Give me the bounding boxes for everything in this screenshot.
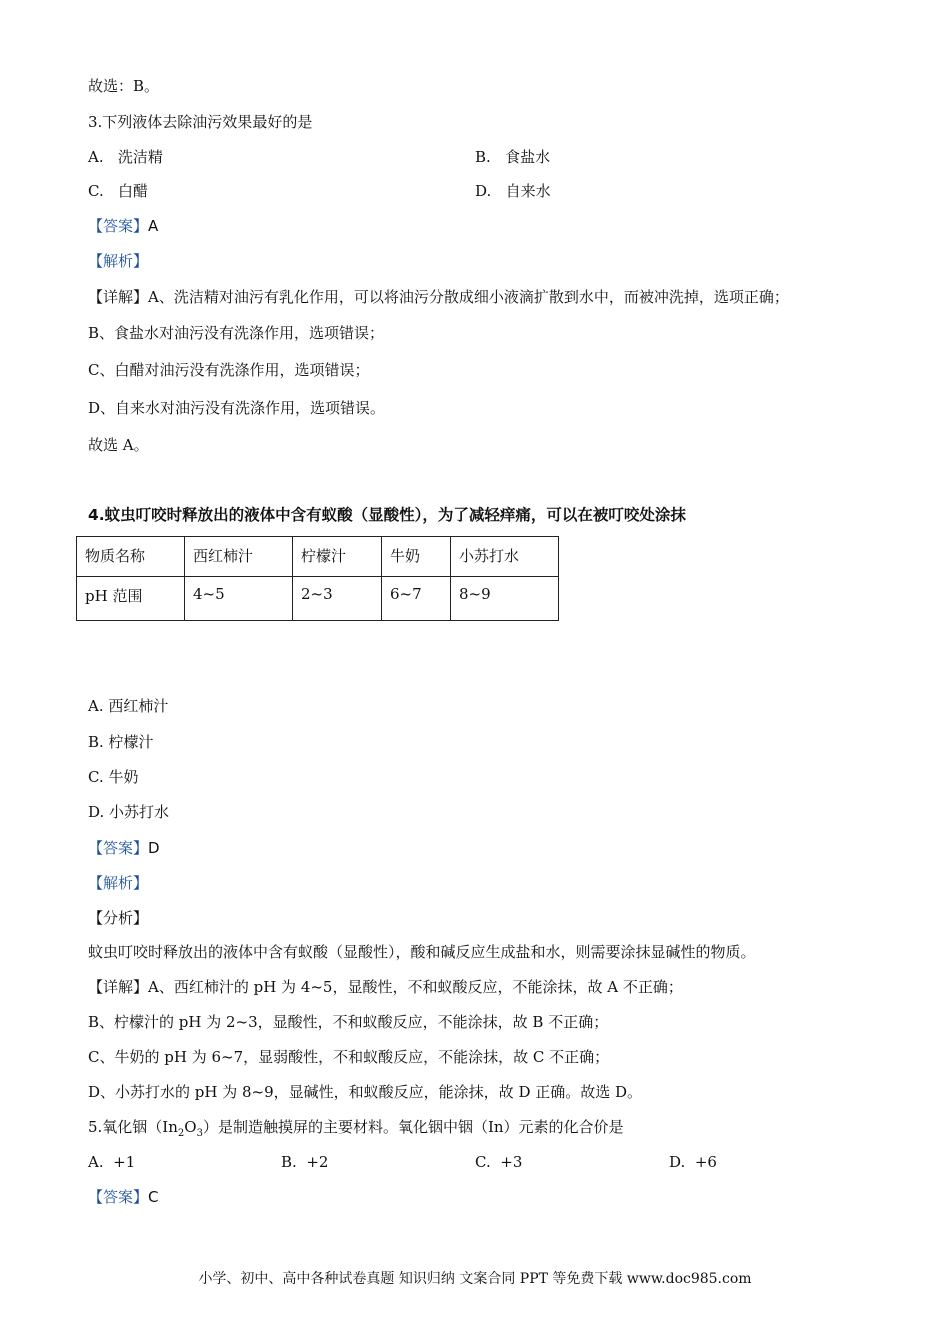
table-cell: 柠檬汁 — [293, 537, 382, 577]
q4-detail-line: D、小苏打水的 pH 为 8~9，显碱性，和蚁酸反应，能涂抹，故 D 正确。故选 D。 — [88, 1083, 643, 1101]
q5-option-c — [475, 1152, 522, 1172]
table-cell: 2~3 — [293, 577, 382, 621]
table-cell: 西红柿汁 — [185, 537, 293, 577]
option-letter: D. — [475, 182, 492, 200]
option-text: 白醋 — [118, 182, 149, 200]
q3-option-a — [88, 147, 163, 167]
answer-value: D — [148, 839, 160, 857]
q5-option-a — [88, 1152, 135, 1172]
q5-answer — [88, 1187, 159, 1207]
option-letter: C. — [475, 1153, 491, 1171]
table-cell: 4~5 — [185, 577, 293, 621]
q4-option-b: B. 柠檬汁 — [88, 733, 154, 751]
option-letter: A. — [88, 1153, 104, 1171]
q3-option-d — [475, 181, 551, 201]
table-cell: 牛奶 — [382, 537, 451, 577]
answer-tag: 【答案】 — [88, 839, 149, 857]
q5-option-d — [669, 1152, 717, 1172]
ph-table-row — [77, 577, 559, 621]
q3-detail-line: 【详解】A、洗洁精对油污有乳化作用，可以将油污分散成细小液滴扩散到水中，而被冲洗掉，选项正确； — [88, 288, 789, 306]
ph-table — [76, 536, 559, 621]
option-text: 自来水 — [505, 182, 551, 200]
q3-detail-line: D、自来水对油污没有洗涤作用，选项错误。 — [88, 399, 386, 417]
q5-option-b — [281, 1152, 328, 1172]
option-text: 食盐水 — [505, 148, 551, 166]
stem-part: O — [184, 1118, 197, 1136]
q4-detail-line: B、柠檬汁的 pH 为 2~3，显酸性，不和蚁酸反应，不能涂抹，故 B 不正确； — [88, 1013, 609, 1031]
option-text: +6 — [694, 1153, 717, 1171]
option-text: +3 — [500, 1153, 523, 1171]
q4-stem: 4.蚊虫叮咬时释放出的液体中含有蚁酸（显酸性），为了减轻痒痛，可以在被叮咬处涂抹 — [88, 506, 686, 524]
q4-fenxi-text: 蚊虫叮咬时释放出的液体中含有蚁酸（显酸性），酸和碱反应生成盐和水，则需要涂抹显碱性的物质。 — [88, 943, 756, 961]
table-cell: 物质名称 — [77, 537, 185, 577]
table-cell: pH 范围 — [77, 577, 185, 621]
q4-option-c: C. 牛奶 — [88, 768, 139, 786]
option-letter: C. — [88, 182, 104, 200]
q3-option-c — [88, 181, 148, 201]
answer-tag: 【答案】 — [88, 1188, 149, 1206]
stem-part: ）是制造触摸屏的主要材料。氧化铟中铟（In）元素的化合价是 — [202, 1118, 624, 1136]
q3-detail-line: C、白醋对油污没有洗涤作用，选项错误； — [88, 361, 370, 379]
table-cell: 小苏打水 — [451, 537, 559, 577]
q3-analysis-tag: 【解析】 — [88, 252, 149, 270]
q5-stem — [88, 1117, 624, 1144]
option-text: +1 — [113, 1153, 136, 1171]
subscript: 2 — [177, 1128, 185, 1139]
answer-value: A — [148, 217, 159, 235]
q4-analysis-tag: 【解析】 — [88, 874, 149, 892]
q4-option-a: A. 西红柿汁 — [88, 697, 169, 715]
subscript: 3 — [196, 1128, 203, 1139]
answer-tag: 【答案】 — [88, 217, 149, 235]
option-letter: A. — [88, 148, 104, 166]
q4-detail-line: 【详解】A、西红柿汁的 pH 为 4~5，显酸性，不和蚁酸反应，不能涂抹，故 A 不正确； — [88, 978, 683, 996]
q4-option-d: D. 小苏打水 — [88, 803, 170, 821]
q4-fenxi-tag: 【分析】 — [88, 909, 149, 927]
q3-detail-line: 故选 A。 — [88, 436, 149, 454]
option-text: 洗洁精 — [117, 148, 163, 166]
option-text: +2 — [306, 1153, 329, 1171]
q3-answer — [88, 216, 158, 236]
q3-stem: 3.下列液体去除油污效果最好的是 — [88, 113, 313, 131]
stem-part: 5.氧化铟（In — [88, 1118, 178, 1136]
option-letter: B. — [281, 1153, 297, 1171]
q3-option-b — [475, 147, 550, 167]
option-letter: B. — [475, 148, 491, 166]
table-cell: 6~7 — [382, 577, 451, 621]
ph-table-header-row — [77, 537, 559, 577]
q2-conclusion: 故选：B。 — [88, 77, 160, 95]
page-footer: 小学、初中、高中各种试卷真题 知识归纳 文案合同 PPT 等免费下载 www.doc985.com — [198, 1271, 752, 1287]
option-letter: D. — [669, 1153, 686, 1171]
q3-detail-line: B、食盐水对油污没有洗涤作用，选项错误； — [88, 324, 385, 342]
q4-detail-line: C、牛奶的 pH 为 6~7，显弱酸性，不和蚁酸反应，不能涂抹，故 C 不正确； — [88, 1048, 610, 1066]
q4-answer — [88, 838, 160, 858]
table-cell: 8~9 — [451, 577, 559, 621]
answer-value: C — [148, 1188, 159, 1206]
